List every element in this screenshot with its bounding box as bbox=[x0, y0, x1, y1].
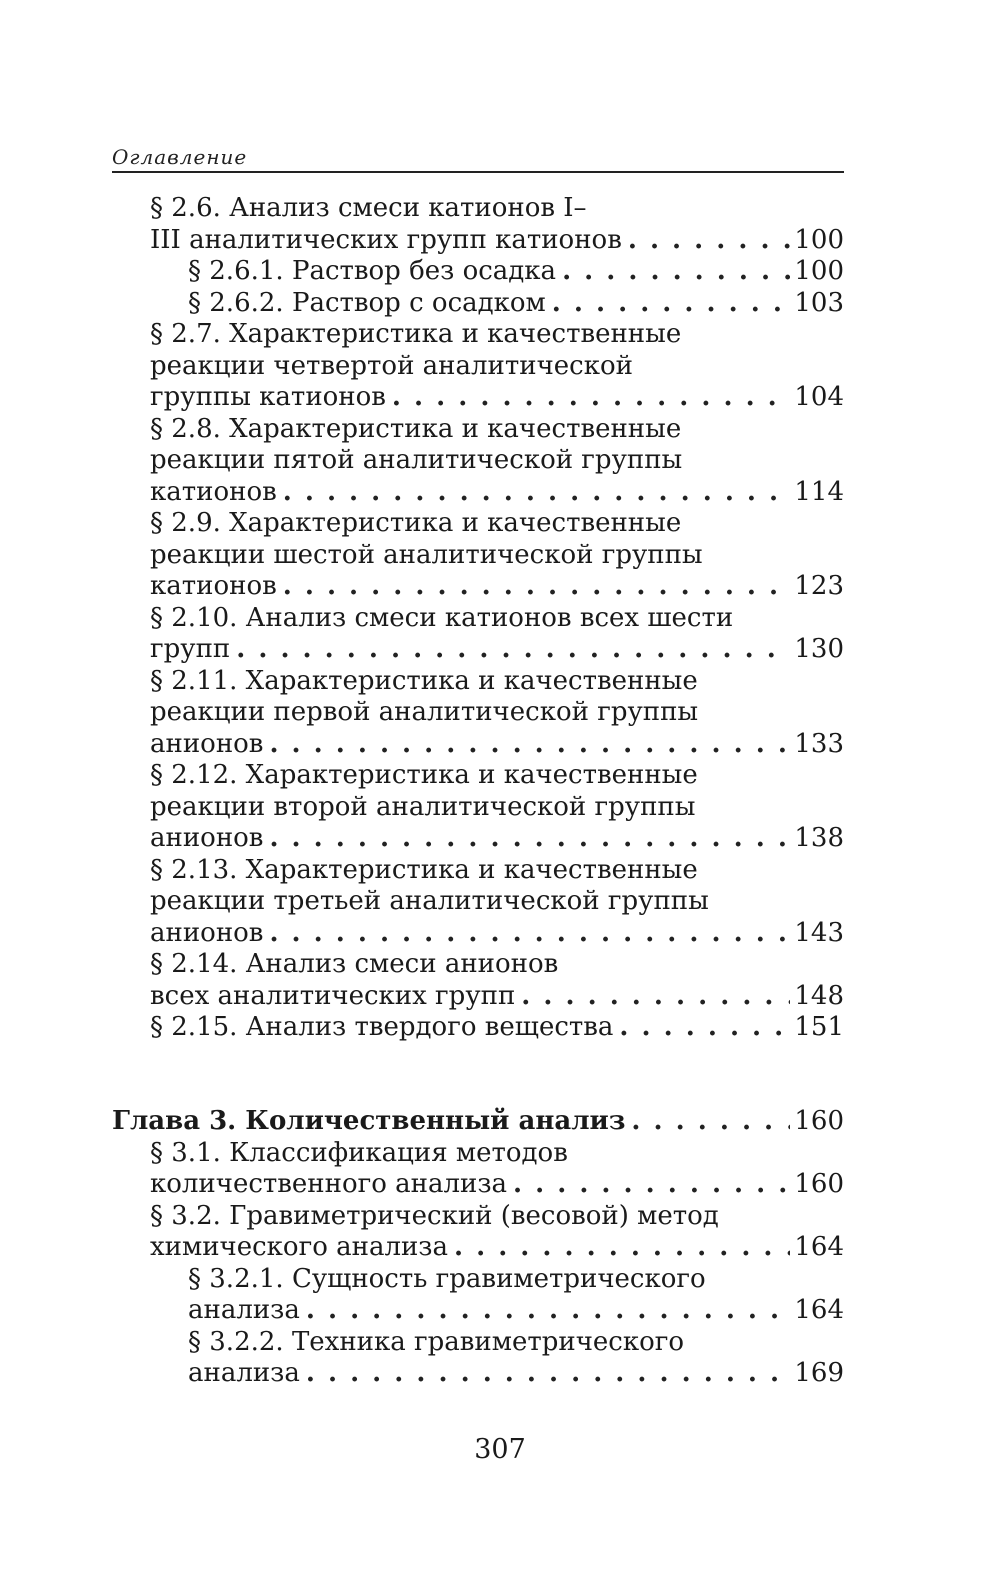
toc-line bbox=[150, 791, 844, 823]
toc-entry-text: реакции пятой аналитической группы bbox=[150, 445, 683, 475]
toc-entry-text: § 3.1. Классификация методов bbox=[150, 1138, 568, 1168]
dot-leader bbox=[269, 822, 790, 854]
toc-entry-text: группы катионов bbox=[150, 382, 386, 412]
toc-line bbox=[150, 507, 844, 539]
dot-leader bbox=[283, 570, 791, 602]
dot-leader bbox=[236, 633, 790, 665]
toc-line[interactable] bbox=[150, 822, 844, 854]
toc-entry-text: реакции третьей аналитической группы bbox=[150, 886, 709, 916]
toc-line bbox=[150, 444, 844, 476]
toc-page-number: 143 bbox=[794, 918, 844, 948]
toc-line bbox=[150, 885, 844, 917]
toc-line[interactable] bbox=[150, 1011, 844, 1043]
toc-entry-text: реакции шестой аналитической группы bbox=[150, 540, 703, 570]
toc-entry-text: всех аналитических групп bbox=[150, 981, 516, 1011]
toc-page-number: 164 bbox=[794, 1295, 844, 1325]
toc-line[interactable] bbox=[150, 980, 844, 1012]
toc-line bbox=[150, 948, 844, 980]
toc-entry-text: § 2.15. Анализ твердого вещества bbox=[150, 1012, 614, 1042]
toc-line bbox=[150, 1200, 844, 1232]
toc-entry-text: § 2.7. Характеристика и качественные bbox=[150, 319, 682, 349]
toc-entry-text: § 2.10. Анализ смеси катионов всех шести bbox=[150, 603, 734, 633]
toc-entry-text: анионов bbox=[150, 729, 264, 759]
toc-page-number: 160 bbox=[794, 1169, 844, 1199]
toc-entry-text: § 2.13. Характеристика и качественные bbox=[150, 855, 698, 885]
toc-line[interactable] bbox=[188, 1357, 844, 1389]
toc-entry-text: анионов bbox=[150, 918, 264, 948]
toc-page-number: 148 bbox=[794, 981, 844, 1011]
toc-line bbox=[150, 759, 844, 791]
toc-line[interactable] bbox=[150, 728, 844, 760]
dot-leader bbox=[306, 1357, 791, 1389]
toc-entry-text: катионов bbox=[150, 571, 277, 601]
toc-entry-text: реакции первой аналитической группы bbox=[150, 697, 699, 727]
toc-entry-text: реакции четвертой аналитической bbox=[150, 351, 633, 381]
toc-line[interactable] bbox=[150, 570, 844, 602]
page-number: 307 bbox=[474, 1434, 526, 1465]
dot-leader bbox=[521, 980, 790, 1012]
toc-entry-text: § 2.11. Характеристика и качественные bbox=[150, 666, 698, 696]
toc-entry-text: § 2.12. Характеристика и качественные bbox=[150, 760, 698, 790]
toc-line bbox=[188, 1326, 844, 1358]
toc-line bbox=[150, 413, 844, 445]
dot-leader bbox=[513, 1168, 790, 1200]
toc-line[interactable] bbox=[150, 476, 844, 508]
running-header: Оглавление bbox=[112, 145, 248, 169]
toc-entry-text: § 3.2.2. Техника гравиметрического bbox=[188, 1327, 685, 1357]
toc-entry-text: § 2.6.2. Раствор с осадком bbox=[188, 288, 546, 318]
toc-page-number: 100 bbox=[794, 256, 844, 286]
toc-entry-text: анионов bbox=[150, 823, 264, 853]
toc-entry-text: III аналитических групп катионов bbox=[150, 225, 622, 255]
dot-leader bbox=[269, 917, 790, 949]
toc-line bbox=[150, 1137, 844, 1169]
toc-line[interactable] bbox=[150, 1231, 844, 1263]
toc-entry-text: § 2.6.1. Раствор без осадка bbox=[188, 256, 557, 286]
toc-line[interactable] bbox=[150, 224, 844, 256]
dot-leader bbox=[392, 381, 790, 413]
toc-entry-text: групп bbox=[150, 634, 231, 664]
toc-chapter-title: Глава 3. Количественный анализ bbox=[112, 1106, 626, 1136]
toc-line bbox=[150, 318, 844, 350]
toc-page-number: 130 bbox=[794, 634, 844, 664]
dot-leader bbox=[628, 224, 791, 256]
toc-line[interactable] bbox=[188, 255, 844, 287]
dot-leader bbox=[619, 1011, 790, 1043]
toc-chapter-line[interactable] bbox=[112, 1105, 844, 1137]
toc-line bbox=[150, 350, 844, 382]
toc-page-number: 123 bbox=[794, 571, 844, 601]
toc-line[interactable] bbox=[188, 1294, 844, 1326]
toc-line[interactable] bbox=[150, 917, 844, 949]
toc-entry-text: § 2.8. Характеристика и качественные bbox=[150, 414, 682, 444]
toc-line bbox=[150, 665, 844, 697]
toc-page-number: 114 bbox=[794, 477, 844, 507]
toc-entry-text: анализа bbox=[188, 1295, 300, 1325]
toc-entry-text: § 2.14. Анализ смеси анионов bbox=[150, 949, 559, 979]
header-rule bbox=[112, 171, 844, 173]
toc-line bbox=[188, 1263, 844, 1295]
toc-entry-text: химического анализа bbox=[150, 1232, 448, 1262]
toc-entry-text: § 2.6. Анализ смеси катионов I– bbox=[150, 193, 587, 223]
toc-page-number: 103 bbox=[794, 288, 844, 318]
dot-leader bbox=[283, 476, 791, 508]
toc-page-number: 100 bbox=[794, 225, 844, 255]
dot-leader bbox=[631, 1105, 790, 1137]
toc-page-number: 169 bbox=[794, 1358, 844, 1388]
toc-page-number: 151 bbox=[794, 1012, 844, 1042]
toc-line bbox=[150, 539, 844, 571]
toc-line bbox=[150, 602, 844, 634]
toc-page-number: 164 bbox=[794, 1232, 844, 1262]
toc-line[interactable] bbox=[150, 381, 844, 413]
dot-leader bbox=[269, 728, 790, 760]
toc-line bbox=[150, 854, 844, 886]
toc-entry-text: § 3.2.1. Сущность гравиметрического bbox=[188, 1264, 706, 1294]
dot-leader bbox=[454, 1231, 790, 1263]
toc-entry-text: количественного анализа bbox=[150, 1169, 508, 1199]
toc-entry-text: катионов bbox=[150, 477, 277, 507]
toc-line[interactable] bbox=[150, 633, 844, 665]
toc-page-number: 133 bbox=[794, 729, 844, 759]
toc-line bbox=[150, 192, 844, 224]
dot-leader bbox=[306, 1294, 791, 1326]
dot-leader bbox=[552, 287, 791, 319]
dot-leader bbox=[562, 255, 790, 287]
toc-entry-text: анализа bbox=[188, 1358, 300, 1388]
toc-entry-text: § 2.9. Характеристика и качественные bbox=[150, 508, 682, 538]
toc-entry-text: реакции второй аналитической группы bbox=[150, 792, 696, 822]
toc-line[interactable] bbox=[188, 287, 844, 319]
toc-page-number: 138 bbox=[794, 823, 844, 853]
toc-page-number: 160 bbox=[794, 1106, 844, 1136]
toc-line[interactable] bbox=[150, 1168, 844, 1200]
toc-page-number: 104 bbox=[794, 382, 844, 412]
toc-entry-text: § 3.2. Гравиметрический (весовой) метод bbox=[150, 1201, 719, 1231]
toc-line bbox=[150, 696, 844, 728]
